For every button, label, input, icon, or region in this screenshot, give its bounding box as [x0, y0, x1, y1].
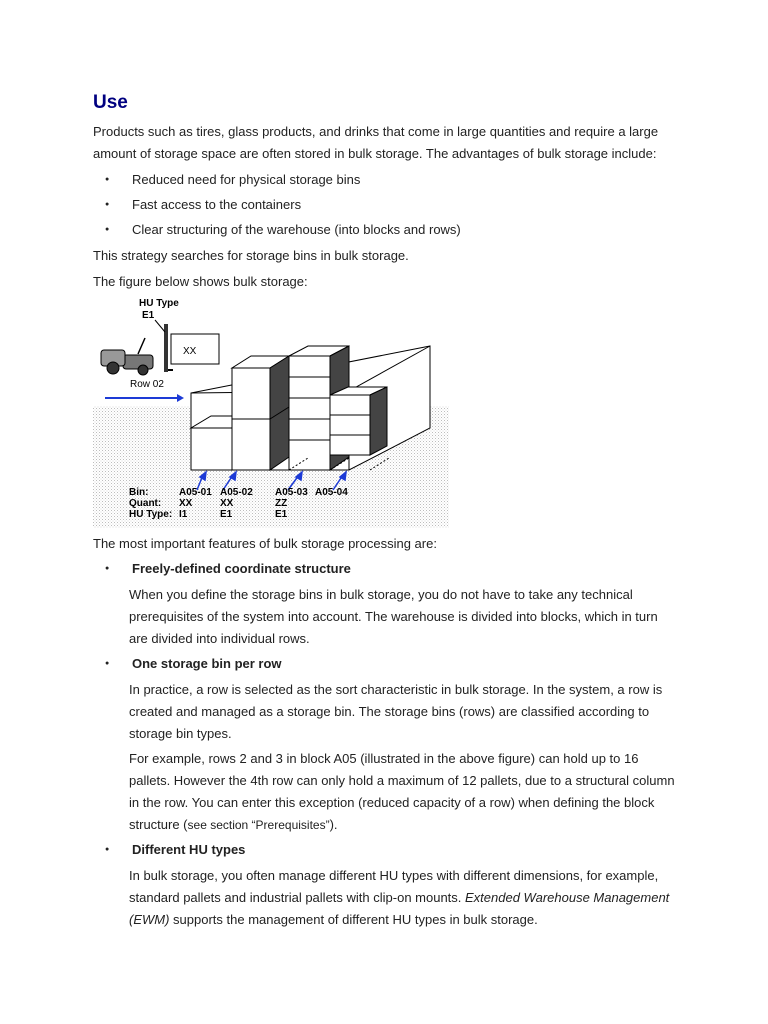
bullet-icon: ● — [105, 201, 110, 208]
feature-text: supports the management of different HU types in bulk storage. — [169, 912, 538, 927]
bin-hu: E1 — [220, 509, 233, 520]
prerequisites-link[interactable]: see section “Prerequisites” — [187, 818, 330, 832]
feature-description — [129, 748, 679, 836]
feature-title: Freely-defined coordinate structure — [132, 561, 351, 576]
feature-emphasis: Extended Warehouse Management (EWM) — [129, 890, 670, 927]
hu-type-value: E1 — [142, 310, 155, 321]
bin-hu: E1 — [275, 509, 288, 520]
figure-intro: The figure below shows bulk storage: — [93, 274, 308, 289]
page-title: Use — [93, 92, 128, 113]
forklift-icon — [101, 324, 173, 375]
legend-bin: Bin: — [129, 487, 149, 498]
bin-quant: XX — [220, 498, 234, 509]
bin-id: A05-01 — [179, 487, 212, 498]
feature-description: When you define the storage bins in bulk storage, you do not have to take any technical prerequisites of the system into account. The warehouse is divided into blocks, which in turn are divided into individual rows. — [129, 587, 658, 646]
bin-id: A05-02 — [220, 487, 253, 498]
intro-paragraph: Products such as tires, glass products, and drinks that come in large quantities and require a large amount of storage space are often stored in bulk storage. The advantages of bulk storage include: — [93, 124, 659, 161]
feature-title: Different HU types — [132, 842, 246, 857]
advantage-text: Clear structuring of the warehouse (into blocks and rows) — [132, 222, 461, 237]
legend-hu: HU Type: — [129, 509, 173, 520]
hu-type-label: HU Type — [139, 298, 179, 309]
feature-text: For example, rows 2 and 3 in block A05 (illustrated in the above figure) can hold up to 16 pallets. However the 4th row can only hold a maximum of 12 pallets, due to a structural column in the row. You can enter this exception (reduced capacity of a row) when defining the block structure ( — [129, 751, 675, 832]
bin-id: A05-04 — [315, 487, 348, 498]
row-label: Row 02 — [130, 379, 164, 390]
hu-pointer — [155, 320, 165, 332]
bin-quant: ZZ — [275, 498, 288, 509]
bullet-icon: ● — [105, 846, 110, 853]
legend-quant: Quant: — [129, 498, 162, 509]
feature-text: ). — [329, 817, 338, 832]
features-intro: The most important features of bulk storage processing are: — [93, 536, 437, 551]
feature-description — [129, 865, 679, 931]
strategy-text: This strategy searches for storage bins in bulk storage. — [93, 248, 409, 263]
advantage-text: Reduced need for physical storage bins — [132, 172, 361, 187]
bin-hu: I1 — [179, 509, 188, 520]
feature-description: In practice, a row is selected as the sort characteristic in bulk storage. In the system, a row is created and managed as a storage bin. The storage bins (rows) are classified according to storage bin types. — [129, 682, 663, 741]
bulk-storage-figure — [93, 294, 451, 530]
bullet-icon: ● — [105, 226, 110, 233]
bin-quant: XX — [179, 498, 193, 509]
pallet-label: XX — [183, 346, 197, 357]
advantage-text: Fast access to the containers — [132, 197, 302, 212]
bullet-icon: ● — [105, 660, 110, 667]
bullet-icon: ● — [105, 565, 110, 572]
feature-title: One storage bin per row — [132, 656, 282, 671]
bullet-icon: ● — [105, 176, 110, 183]
bin-id: A05-03 — [275, 487, 308, 498]
feature-text: In bulk storage, you often manage different HU types with different dimensions, for example, standard pallets and industrial pallets with clip-on mounts. — [129, 868, 659, 905]
